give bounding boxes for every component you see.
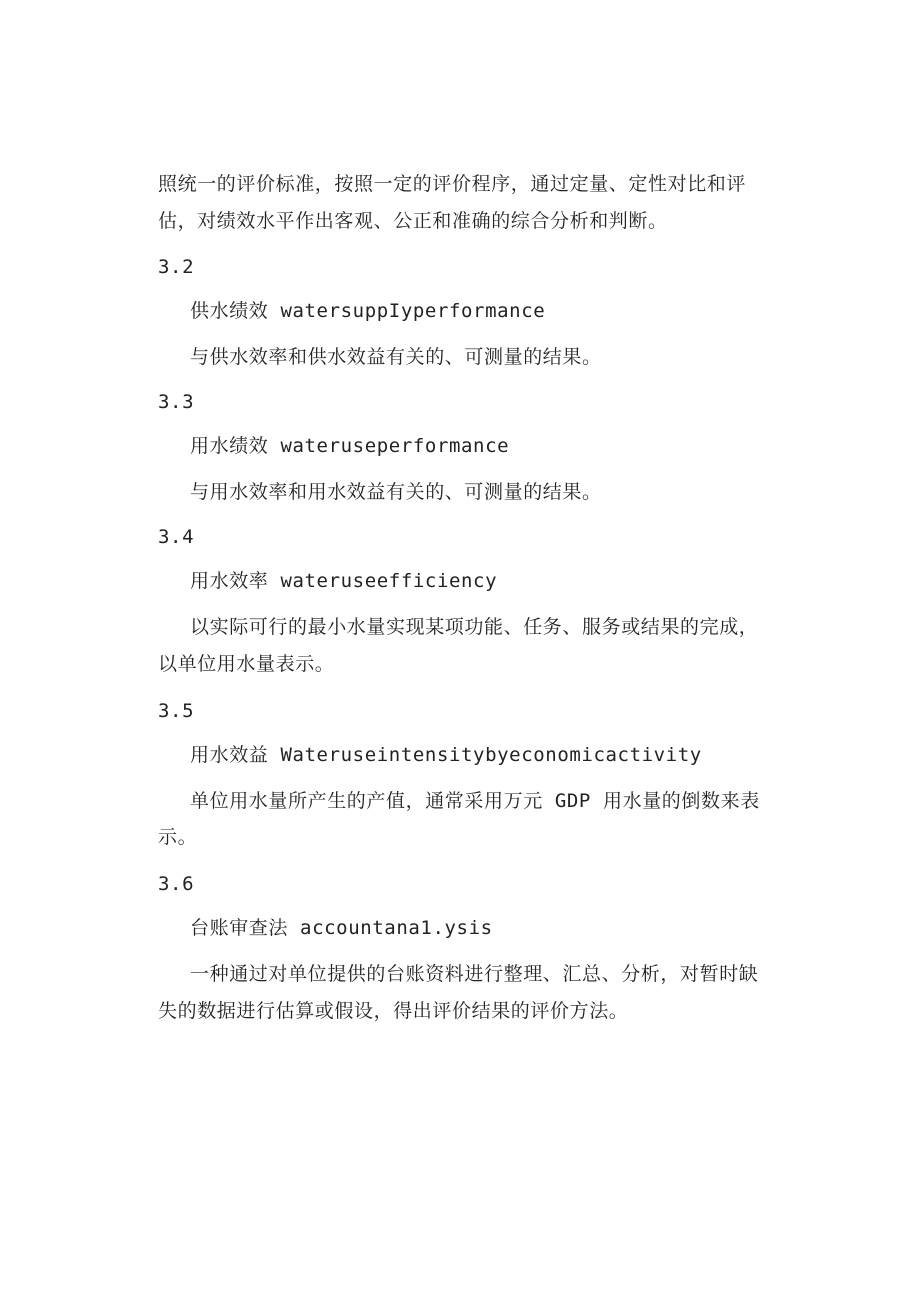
section-number-3-5: 3.5 [158, 700, 195, 722]
section-number-3-4: 3.4 [158, 526, 195, 548]
intro-line-1: 照统一的评价标准，按照一定的评价程序，通过定量、定性对比和评 [158, 173, 747, 195]
definition-3-2-line-1: 与供水效率和供水效益有关的、可测量的结果。 [190, 346, 602, 368]
term-3-4: 用水效率 wateruseefficiency [190, 570, 498, 592]
term-3-2: 供水绩效 watersuppIyperformance [190, 300, 546, 322]
section-number-3-6: 3.6 [158, 873, 195, 895]
intro-line-2: 估，对绩效水平作出客观、公正和准确的综合分析和判断。 [158, 210, 668, 232]
definition-3-3-line-1: 与用水效率和用水效益有关的、可测量的结果。 [190, 481, 602, 503]
section-number-3-2: 3.2 [158, 256, 195, 278]
definition-3-6-line-2: 失的数据进行估算或假设，得出评价结果的评价方法。 [158, 1000, 629, 1022]
section-number-3-3: 3.3 [158, 391, 195, 413]
definition-3-5-line-2: 示。 [158, 826, 198, 848]
definition-3-4-line-2: 以单位用水量表示。 [158, 653, 335, 675]
definition-3-4-line-1: 以实际可行的最小水量实现某项功能、任务、服务或结果的完成， [190, 616, 759, 638]
term-3-5: 用水效益 Wateruseintensitybyeconomicactivity [190, 744, 702, 766]
term-3-6: 台账审查法 accountana1.ysis [190, 917, 493, 939]
term-3-3: 用水绩效 wateruseperformance [190, 435, 510, 457]
definition-3-6-line-1: 一种通过对单位提供的台账资料进行整理、汇总、分析，对暂时缺 [190, 963, 759, 985]
definition-3-5-line-1: 单位用水量所产生的产值，通常采用万元 GDP 用水量的倒数来表 [190, 790, 760, 812]
